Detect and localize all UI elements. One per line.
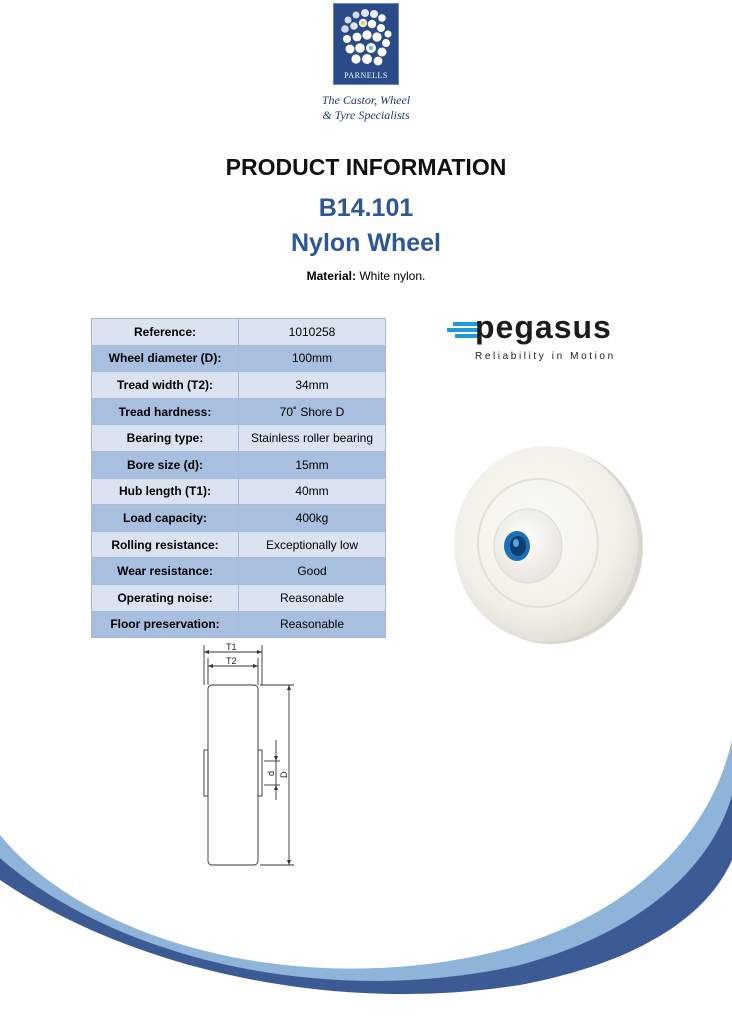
spec-row [92,611,386,638]
logo-name: PARNELLS [344,71,388,80]
spec-row [92,398,386,425]
spec-value: 34mm [239,372,386,399]
spec-value: 40mm [239,478,386,505]
spec-value: Good [239,558,386,585]
spec-label: Wear resistance: [92,558,239,585]
spec-value: Reasonable [239,611,386,638]
spec-table [91,318,386,638]
parnells-logo [333,3,399,85]
material-label: Material: [306,269,356,283]
spec-value: 70˚ Shore D [239,398,386,425]
spec-row [92,372,386,399]
spec-label: Bore size (d): [92,451,239,478]
spec-label: Rolling resistance: [92,531,239,558]
spec-label: Operating noise: [92,584,239,611]
product-code: B14.101 [318,194,414,222]
material-line [0,269,732,283]
spec-value: Stainless roller bearing [239,425,386,452]
spec-label: Floor preservation: [92,611,239,638]
decorative-swoosh [0,740,732,1024]
pegasus-logo [445,309,620,368]
spec-row [92,451,386,478]
label-t1: T1 [226,642,237,652]
spec-row [92,584,386,611]
spec-row [92,531,386,558]
spec-value: 100mm [239,345,386,372]
castor-balls-icon [334,4,400,74]
pegasus-slogan: Reliability in Motion [475,351,616,362]
spec-row [92,319,386,346]
spec-row [92,505,386,532]
pegasus-wordmark: pegasus [475,309,612,345]
spec-row [92,558,386,585]
spec-label: Hub length (T1): [92,478,239,505]
spec-label: Load capacity: [92,505,239,532]
spec-value: 1010258 [239,319,386,346]
document-heading: PRODUCT INFORMATION [225,154,507,180]
spec-label: Reference: [92,319,239,346]
spec-label: Bearing type: [92,425,239,452]
speed-lines-icon [445,322,479,338]
wheel-photo [448,440,648,650]
label-t2: T2 [226,656,237,666]
material-value: White nylon. [359,269,426,283]
spec-label: Tread hardness: [92,398,239,425]
spec-value: Exceptionally low [239,531,386,558]
spec-value: 15mm [239,451,386,478]
tagline-line2: & Tyre Specialists [322,108,410,122]
spec-value: 400kg [239,505,386,532]
product-name: Nylon Wheel [290,229,441,257]
spec-row [92,345,386,372]
spec-label: Tread width (T2): [92,372,239,399]
tagline-line1: The Castor, Wheel [321,93,411,107]
spec-value: Reasonable [239,584,386,611]
spec-row [92,478,386,505]
spec-row [92,425,386,452]
label-bore-d: d [266,770,276,776]
spec-label: Wheel diameter (D): [92,345,239,372]
label-diameter-D: D [279,771,289,778]
